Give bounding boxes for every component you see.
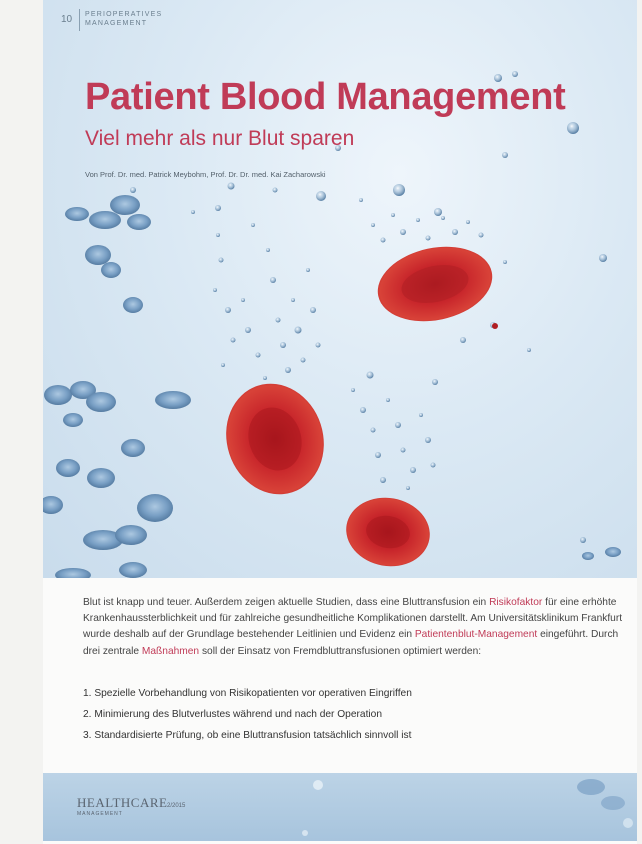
intro-text-1: Blut ist knapp und teuer. Außerdem zeigen aktuelle Studien, dass eine Bluttransfusion ein [83,597,490,608]
intro-text-3: eingeführt. Durch drei zentrale [83,629,619,657]
section-label [85,10,162,28]
red-blood-cell-top-right [371,237,499,332]
page-number: 10 [61,14,73,25]
intro-text-2: für eine erhöhte Krankenhaussterblichkeit und für zahlreiche gesundheitliche Komplikationen darstellt. Am Universitätsklinikum Frankfurt wurde deshalb auf der Grundlage bestehender Leitlinien und Evidenz ein [83,597,623,641]
list-item: 3. Standardisierte Prüfung, ob eine Bluttransfusion tatsächlich sinnvoll ist [83,730,412,741]
issue-tag: 2/2015 [167,803,186,809]
highlight-measures: Maßnahmen [141,645,200,657]
intro-text-4: soll der Einsatz von Fremdbluttransfusionen optimiert werden: [199,645,482,657]
red-blood-cell-left [212,371,338,507]
magazine-page [43,0,637,844]
blue-cell-cluster [43,195,621,578]
measures-list [83,688,623,751]
highlight-patient-blood-management: Patientenblut-Management [414,629,538,641]
article-subtitle: Viel mehr als nur Blut sparen [85,127,355,150]
red-blood-cell-bottom [341,491,436,573]
list-item: 1. Spezielle Vorbehandlung von Risikopatienten vor operativen Eingriffen [83,688,412,699]
hero-illustration [43,0,637,578]
highlight-risk-factor: Risikofaktor [489,597,543,608]
list-item: 2. Minimierung des Blutverlustes während und nach der Operation [83,709,382,720]
small-red-droplet [492,323,498,329]
footer-banner [43,773,637,841]
article-authors: Von Prof. Dr. med. Patrick Meybohm, Prof. Dr. Dr. med. Kai Zacharowski [85,170,326,179]
intro-paragraph [83,595,623,660]
magazine-logo: HEALTHCARE [77,795,168,810]
section-label-line1: PERIOPERATIVES [85,11,163,18]
article-title: Patient Blood Management [85,76,566,118]
section-divider [79,9,80,31]
magazine-logo-sub: MANAGEMENT [77,811,123,817]
section-label-line2: MANAGEMENT [85,20,148,27]
